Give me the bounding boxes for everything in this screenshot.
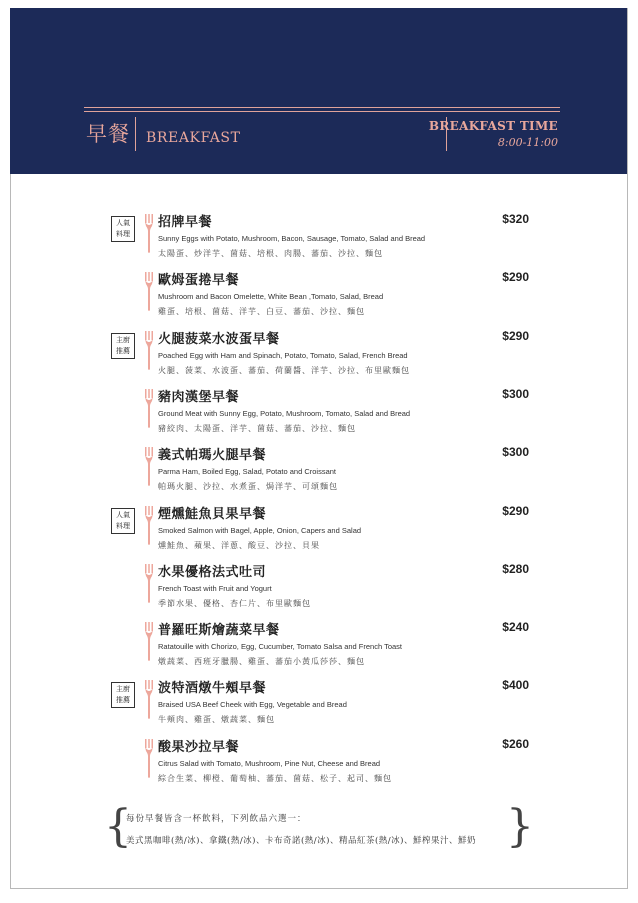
item-desc-zh: 燻鮭魚、蘋果、洋蔥、酸豆、沙拉、貝果 — [158, 541, 320, 550]
fork-icon — [143, 331, 155, 371]
item-name: 波特酒燉牛頰早餐 — [158, 681, 267, 696]
item-name: 火腿菠菜水波蛋早餐 — [158, 332, 280, 347]
right-brace: } — [506, 801, 534, 852]
menu-item — [105, 214, 529, 270]
drink-note-line1: 每份早餐皆含一杯飲料，下列飲品六選一： — [126, 814, 307, 824]
item-desc-en: French Toast with Fruit and Yogurt — [158, 584, 272, 593]
fork-icon — [143, 680, 155, 720]
item-desc-en: Ratatouille with Chorizo, Egg, Cucumber, Tomato Salsa and French Toast — [158, 642, 403, 651]
item-price: $300 — [502, 387, 529, 401]
fork-icon — [143, 447, 155, 487]
item-desc-en: Poached Egg with Ham and Spinach, Potato, Tomato, Salad, French Bread — [158, 351, 408, 360]
item-desc-en: Sunny Eggs with Potato, Mushroom, Bacon, Sausage, Tomato, Salad and Bread — [158, 234, 426, 243]
menu-item — [105, 331, 529, 387]
item-desc-zh: 季節水果、優格、杏仁片、布里歐麵包 — [158, 599, 311, 608]
fork-icon — [143, 739, 155, 779]
item-desc-zh: 綜合生菜、柳橙、葡萄柚、蕃茄、菌菇、松子、起司、麵包 — [158, 774, 392, 783]
menu-item — [105, 506, 529, 562]
item-name: 豬肉漢堡早餐 — [158, 390, 240, 405]
fork-icon — [143, 622, 155, 662]
menu-item — [105, 564, 529, 620]
item-name: 煙燻鮭魚貝果早餐 — [158, 507, 267, 522]
menu-item — [105, 389, 529, 445]
recommend-badge: 人氣 料理 — [111, 216, 135, 242]
item-price: $240 — [502, 620, 529, 634]
breakfast-time-label: BREAKFAST TIME — [428, 119, 558, 133]
menu-item — [105, 680, 529, 736]
item-desc-zh: 燉蔬菜、西班牙臘腸、雞蛋、蕃茄小黃瓜莎莎、麵包 — [158, 657, 365, 666]
item-name: 普羅旺斯燴蔬菜早餐 — [158, 623, 280, 638]
item-price: $260 — [502, 737, 529, 751]
item-desc-zh: 太陽蛋、炒洋芋、菌菇、培根、肉腸、蕃茄、沙拉、麵包 — [158, 249, 383, 258]
fork-icon — [143, 214, 155, 254]
item-desc-en: Braised USA Beef Cheek with Egg, Vegetable and Bread — [158, 700, 347, 709]
item-name: 酸果沙拉早餐 — [158, 740, 240, 755]
recommend-badge: 主廚 推薦 — [111, 333, 135, 359]
item-desc-zh: 豬絞肉、太陽蛋、洋芋、菌菇、蕃茄、沙拉、麵包 — [158, 424, 356, 433]
item-desc-en: Ground Meat with Sunny Egg, Potato, Mushroom, Tomato, Salad and Bread — [158, 409, 411, 418]
menu-item — [105, 739, 529, 795]
fork-icon — [143, 506, 155, 546]
fork-icon — [143, 564, 155, 604]
item-price: $320 — [502, 212, 529, 226]
item-desc-zh: 帕瑪火腿、沙拉、水煮蛋、焗洋芋、可頌麵包 — [158, 482, 338, 491]
item-name: 義式帕瑪火腿早餐 — [158, 448, 267, 463]
menu-item — [105, 622, 529, 678]
item-name: 歐姆蛋捲早餐 — [158, 273, 240, 288]
section-title-zh: 早餐 — [86, 122, 130, 146]
menu-header — [10, 8, 627, 174]
section-title-en: BREAKFAST — [146, 130, 241, 146]
item-desc-en: Mushroom and Bacon Omelette, White Bean ,Tomato, Salad, Bread — [158, 292, 384, 301]
item-desc-zh: 牛頰肉、雞蛋、燉蔬菜、麵包 — [158, 715, 275, 724]
left-brace: { — [104, 801, 132, 852]
item-desc-en: Citrus Salad with Tomato, Mushroom, Pine Nut, Cheese and Bread — [158, 759, 381, 768]
item-price: $400 — [502, 678, 529, 692]
recommend-badge: 主廚 推薦 — [111, 682, 135, 708]
recommend-badge: 人氣 料理 — [111, 508, 135, 534]
item-desc-en: Smoked Salmon with Bagel, Apple, Onion, Capers and Salad — [158, 526, 362, 535]
drink-note — [104, 801, 534, 856]
header-rule — [84, 111, 560, 112]
item-name: 水果優格法式吐司 — [158, 565, 267, 580]
item-desc-zh: 雞蛋、培根、菌菇、洋芋、白豆、蕃茄、沙拉、麵包 — [158, 307, 365, 316]
item-name: 招牌早餐 — [158, 215, 213, 230]
item-price: $290 — [502, 270, 529, 284]
item-price: $290 — [502, 504, 529, 518]
breakfast-time-range: 8:00-11:00 — [497, 136, 558, 149]
menu-item — [105, 272, 529, 328]
header-divider — [135, 117, 136, 151]
item-price: $280 — [502, 562, 529, 576]
header-rule — [84, 107, 560, 108]
fork-icon — [143, 272, 155, 312]
drink-note-line2: 美式黑咖啡(熱/冰)、拿鐵(熱/冰)、卡布奇諾(熱/冰)、精品紅茶(熱/冰)、鮮榨果汁、鮮奶 — [126, 836, 476, 846]
fork-icon — [143, 389, 155, 429]
item-desc-zh: 火腿、菠菜、水波蛋、蕃茄、荷蘭醬、洋芋、沙拉、布里歐麵包 — [158, 366, 410, 375]
item-desc-en: Parma Ham, Boiled Egg, Salad, Potato and Croissant — [158, 467, 337, 476]
item-price: $300 — [502, 445, 529, 459]
menu-item — [105, 447, 529, 503]
item-price: $290 — [502, 329, 529, 343]
